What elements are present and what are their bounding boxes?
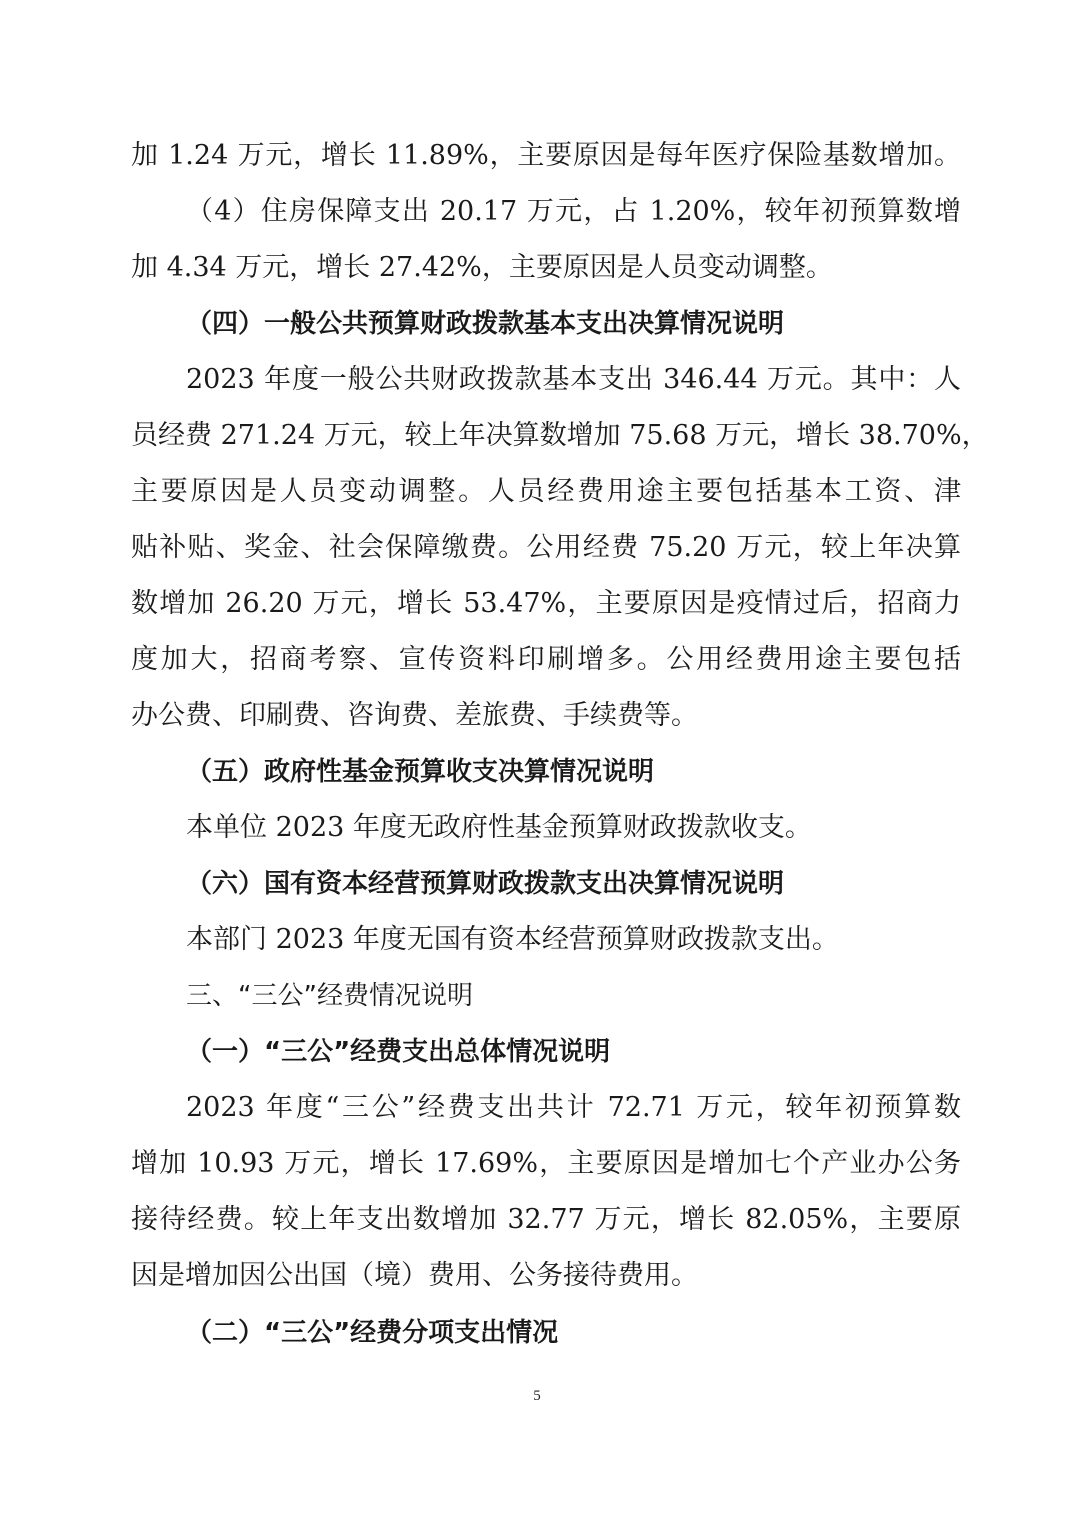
section-heading: （一）“三公”经费支出总体情况说明 bbox=[186, 1037, 611, 1067]
body-text-line: （4）住房保障支出 20.17 万元，占 1.20%，较年初预算数增 bbox=[186, 196, 961, 227]
body-text-line: 因是增加因公出国（境）费用、公务接待费用。 bbox=[131, 1260, 698, 1291]
body-text-line: 员经费 271.24 万元，较上年决算数增加 75.68 万元，增长 38.70%， bbox=[131, 420, 989, 451]
body-text-line: 加 1.24 万元，增长 11.89%，主要原因是每年医疗保险基数增加。 bbox=[131, 140, 961, 171]
body-text-line: 2023 年度一般公共财政拨款基本支出 346.44 万元。其中：人 bbox=[186, 364, 961, 395]
body-text-line: 贴补贴、奖金、社会保障缴费。公用经费 75.20 万元，较上年决算 bbox=[131, 532, 961, 563]
section-heading: （六）国有资本经营预算财政拨款支出决算情况说明 bbox=[186, 869, 785, 899]
chapter-heading: 三、“三公”经费情况说明 bbox=[186, 981, 473, 1011]
section-heading: （四）一般公共预算财政拨款基本支出决算情况说明 bbox=[186, 309, 785, 339]
body-text-line: 度加大，招商考察、宣传资料印刷增多。公用经费用途主要包括 bbox=[131, 644, 961, 675]
page-number: 5 bbox=[533, 1388, 541, 1404]
body-text-line: 主要原因是人员变动调整。人员经费用途主要包括基本工资、津 bbox=[131, 476, 961, 507]
body-text-line: 数增加 26.20 万元，增长 53.47%，主要原因是疫情过后，招商力 bbox=[131, 588, 961, 619]
body-text-line: 增加 10.93 万元，增长 17.69%，主要原因是增加七个产业办公务 bbox=[131, 1148, 961, 1179]
body-text-line: 加 4.34 万元，增长 27.42%，主要原因是人员变动调整。 bbox=[131, 252, 833, 283]
body-text-line: 接待经费。较上年支出数增加 32.77 万元，增长 82.05%，主要原 bbox=[131, 1204, 961, 1235]
body-text-line: 办公费、印刷费、咨询费、差旅费、手续费等。 bbox=[131, 700, 698, 731]
section-heading: （五）政府性基金预算收支决算情况说明 bbox=[186, 757, 655, 787]
body-text-line: 本部门 2023 年度无国有资本经营预算财政拨款支出。 bbox=[186, 924, 839, 955]
body-text-line: 本单位 2023 年度无政府性基金预算财政拨款收支。 bbox=[186, 812, 812, 843]
section-heading: （二）“三公”经费分项支出情况 bbox=[186, 1318, 559, 1348]
body-text-line: 2023 年度“三公”经费支出共计 72.71 万元，较年初预算数 bbox=[186, 1092, 961, 1123]
